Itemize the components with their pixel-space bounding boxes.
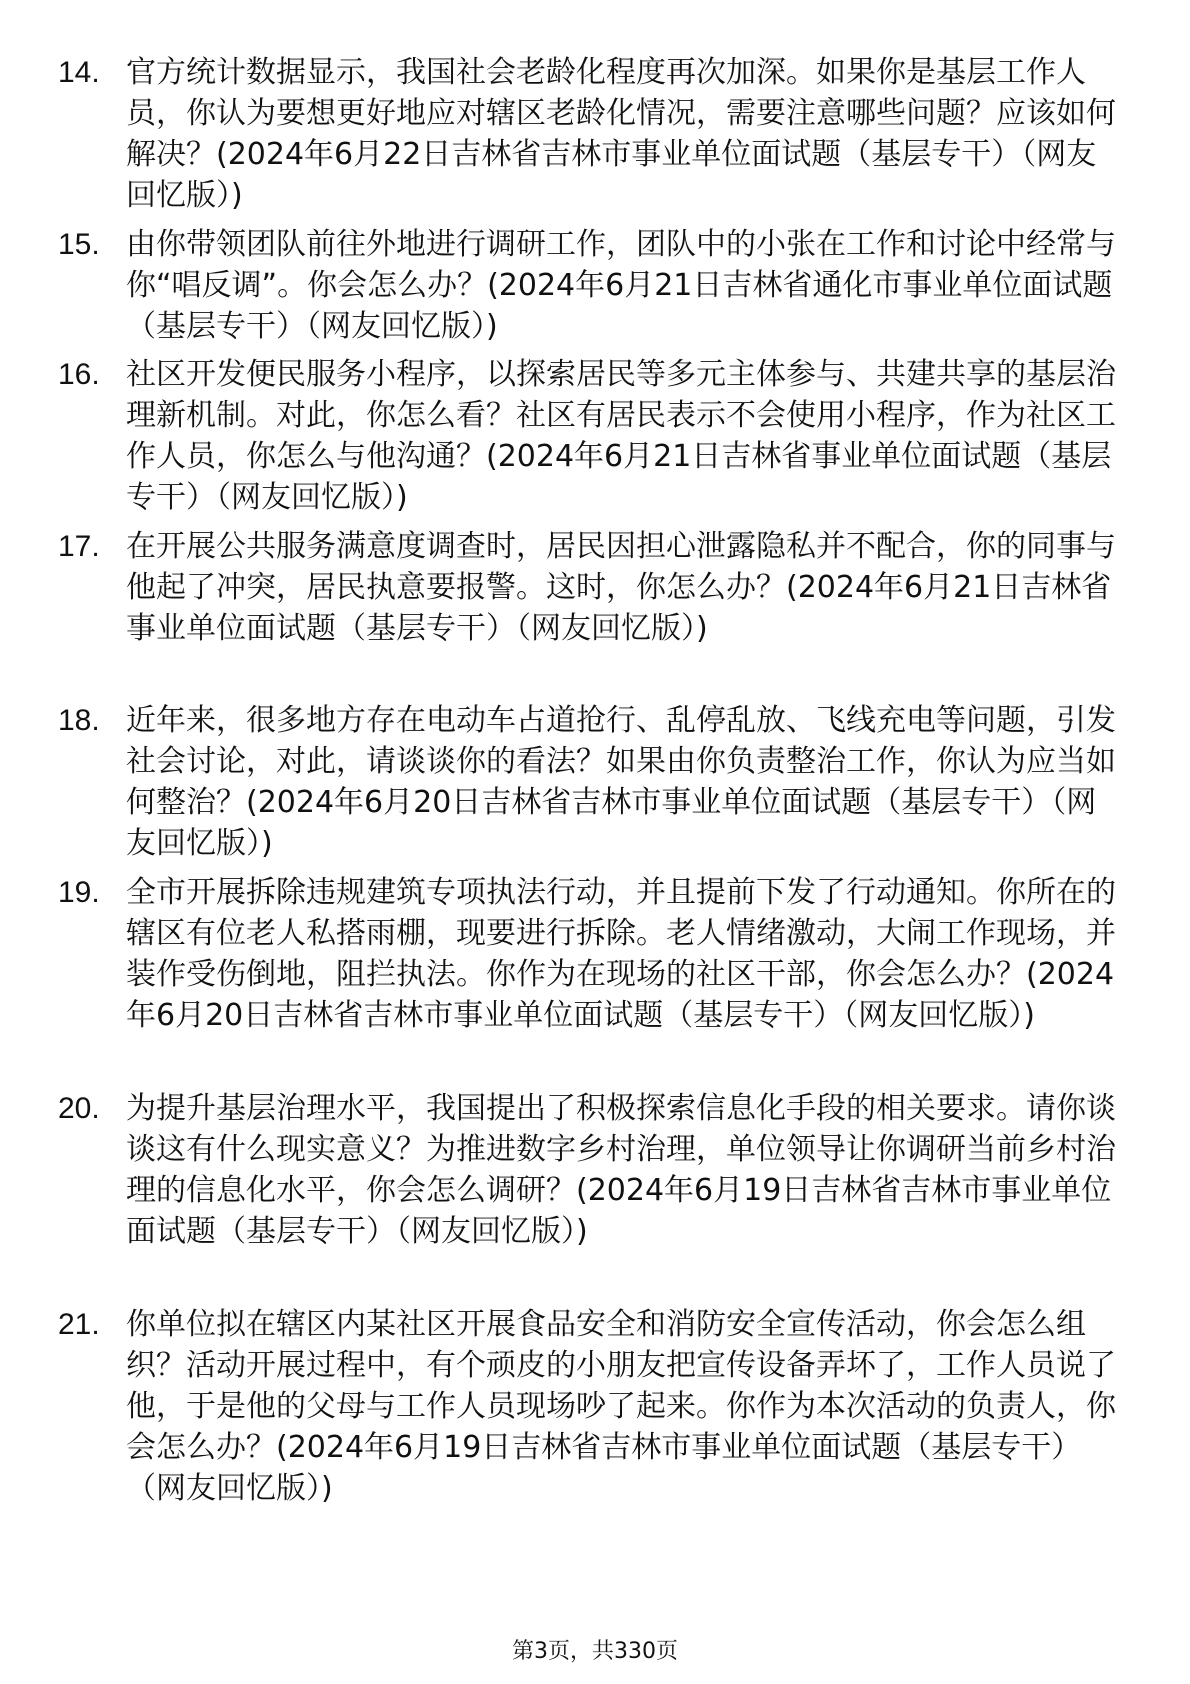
question-text: 社区开发便民服务小程序，以探索居民等多元主体参与、共建共享的基层治理新机制。对此，你怎么看？社区有居民表示不会使用小程序，作为社区工作人员，你怎么与他沟通？(2024年6月21日吉林省事业单位面试题（基层专干）（网友回忆版）)	[126, 357, 1116, 515]
page-footer: 第3页，共330页	[512, 1639, 678, 1664]
question-text: 由你带领团队前往外地进行调研工作，团队中的小张在工作和讨论中经常与你“唱反调”。你会怎么办？(2024年6月21日吉林省通化市事业单位面试题（基层专干）（网友回忆版）)	[126, 227, 1116, 344]
question-number: 15.	[58, 228, 100, 261]
question-text: 在开展公共服务满意度调查时，居民因担心泄露隐私并不配合，你的同事与他起了冲突，居民执意要报警。这时，你怎么办？(2024年6月21日吉林省事业单位面试题（基层专干）（网友回忆版）)	[126, 529, 1116, 646]
question-number: 17.	[58, 530, 100, 563]
question-text: 近年来，很多地方存在电动车占道抢行、乱停乱放、飞线充电等问题，引发社会讨论，对此，请谈谈你的看法？如果由你负责整治工作，你认为应当如何整治？(2024年6月20日吉林省吉林市事业单位面试题（基层专干）（网友回忆版）)	[126, 703, 1116, 861]
question-text: 全市开展拆除违规建筑专项执法行动，并且提前下发了行动通知。你所在的辖区有位老人私搭雨棚，现要进行拆除。老人情绪激动，大闹工作现场，并装作受伤倒地，阻拦执法。你作为在现场的社区干部，你会怎么办？(2024年6月20日吉林省吉林市事业单位面试题（基层专干）（网友回忆版）)	[126, 875, 1116, 1033]
question-number: 19.	[58, 876, 100, 909]
question-text: 你单位拟在辖区内某社区开展食品安全和消防安全宣传活动，你会怎么组织？活动开展过程中，有个顽皮的小朋友把宣传设备弄坏了，工作人员说了他，于是他的父母与工作人员现场吵了起来。你作为本次活动的负责人，你会怎么办？(2024年6月19日吉林省吉林市事业单位面试题（基层专干）（网友回忆版）)	[126, 1307, 1116, 1506]
question-number: 16.	[58, 358, 100, 391]
question-number: 18.	[58, 704, 100, 737]
question-number: 14.	[58, 56, 100, 89]
question-text: 为提升基层治理水平，我国提出了积极探索信息化手段的相关要求。请你谈谈这有什么现实意义？为推进数字乡村治理，单位领导让你调研当前乡村治理的信息化水平，你会怎么调研？(2024年6月19日吉林省吉林市事业单位面试题（基层专干）（网友回忆版）)	[126, 1091, 1116, 1249]
question-number: 20.	[58, 1092, 100, 1125]
question-number: 21.	[58, 1308, 100, 1341]
question-text: 官方统计数据显示，我国社会老龄化程度再次加深。如果你是基层工作人员，你认为要想更好地应对辖区老龄化情况，需要注意哪些问题？应该如何解决？(2024年6月22日吉林省吉林市事业单位面试题（基层专干）（网友回忆版）)	[126, 55, 1116, 213]
